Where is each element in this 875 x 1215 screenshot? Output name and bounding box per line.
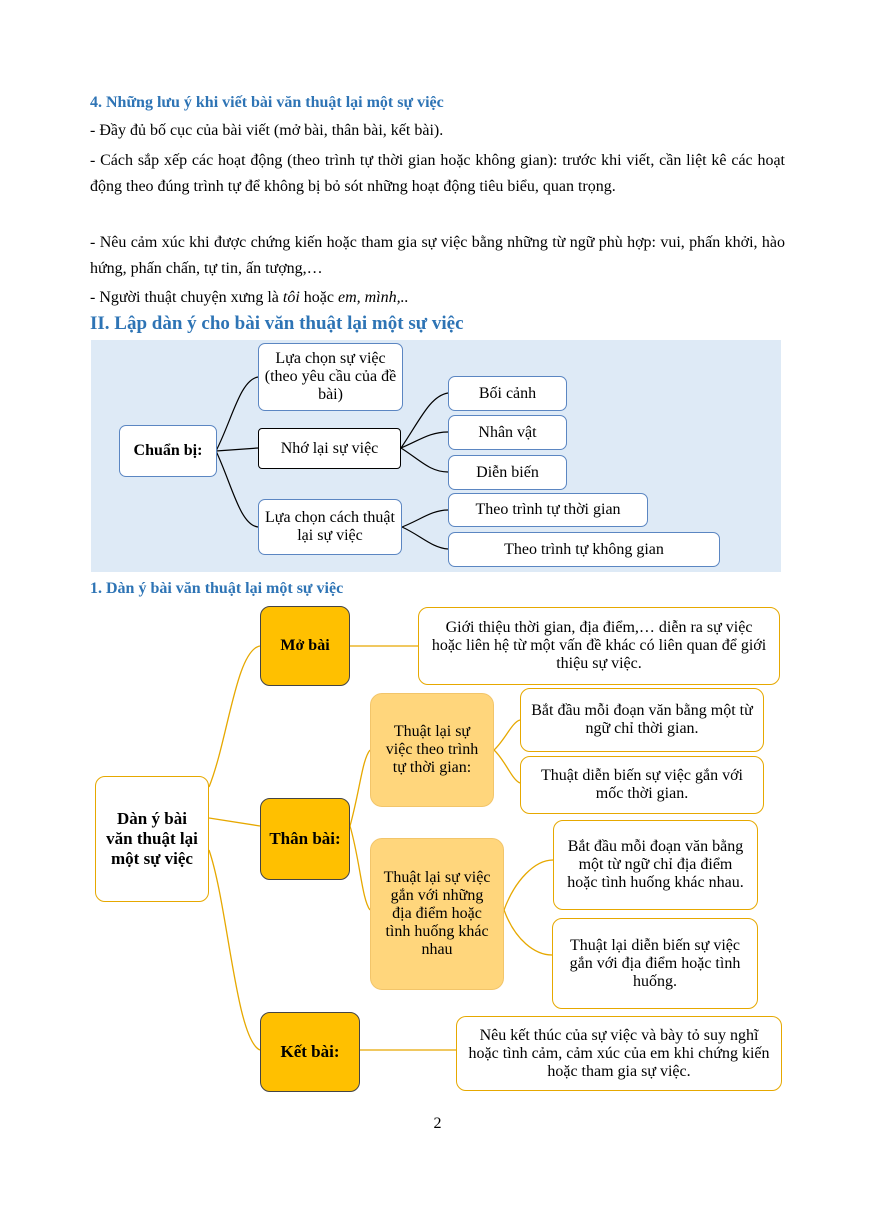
note-line-2: - Cách sắp xếp các hoạt động (theo trình tự thời gian hoặc không gian): trước khi viết, cần liệt kê các hoạt động theo đúng trình tự để không bị bỏ sót những hoạt động tiêu biểu, quan trọng.	[90, 152, 785, 195]
recall-event-box: Nhớ lại sự việc	[258, 428, 401, 469]
choose-method-box: Lựa chọn cách thuật lại sự việc	[258, 499, 402, 555]
page-number: 2	[433, 1115, 442, 1132]
progress-box: Diễn biến	[448, 455, 567, 490]
by-time-box: Theo trình tự thời gian	[448, 493, 648, 527]
outline-root-box: Dàn ý bài văn thuật lại một sự việc	[95, 776, 209, 902]
body-place-detail-1: Bắt đầu mỗi đoạn văn bằng một từ ngữ chỉ địa điểm hoặc tình huống khác nhau.	[553, 820, 758, 910]
note-line-3: - Nêu cảm xúc khi được chứng kiến hoặc tham gia sự việc bằng những từ ngữ phù hợp: vui, phấn khởi, hào hứng, phấn chấn, tự tin, ấn tượng,…	[90, 234, 785, 277]
section-4-heading: 4. Những lưu ý khi viết bài văn thuật lại một sự việc	[90, 94, 444, 111]
by-space-box: Theo trình tự không gian	[448, 532, 720, 567]
choose-event-box: Lựa chọn sự việc (theo yêu cầu của đề bài)	[258, 343, 403, 411]
intro-desc-box: Giới thiệu thời gian, địa điểm,… diễn ra sự việc hoặc liên hệ từ một vấn đề khác có liên quan để giới thiệu sự việc.	[418, 607, 780, 685]
intro-box: Mở bài	[260, 606, 350, 686]
body-place-detail-2: Thuật lại diễn biến sự việc gắn với địa điểm hoặc tình huống.	[552, 918, 758, 1009]
body-time-detail-2: Thuật diễn biến sự việc gắn với mốc thời gian.	[520, 756, 764, 814]
note-line-1: - Đầy đủ bố cục của bài viết (mở bài, thân bài, kết bài).	[90, 122, 444, 139]
body-time-detail-1: Bắt đầu mỗi đoạn văn bằng một từ ngữ chỉ thời gian.	[520, 688, 764, 752]
body-place-box: Thuật lại sự việc gắn với những địa điểm hoặc tình huống khác nhau	[370, 838, 504, 990]
setting-box: Bối cảnh	[448, 376, 567, 411]
character-box: Nhân vật	[448, 415, 567, 450]
note-line-4: - Người thuật chuyện xưng là tôi hoặc em, mình,..	[90, 289, 409, 306]
conclusion-desc-box: Nêu kết thúc của sự việc và bày tỏ suy nghĩ hoặc tình cảm, cảm xúc của em khi chứng kiến hoặc tham gia sự việc.	[456, 1016, 782, 1091]
body-time-box: Thuật lại sự việc theo trình tự thời gian:	[370, 693, 494, 807]
body-box: Thân bài:	[260, 798, 350, 880]
section-II-heading: II. Lập dàn ý cho bài văn thuật lại một sự việc	[90, 313, 464, 334]
outline-heading: 1. Dàn ý bài văn thuật lại một sự việc	[90, 580, 344, 597]
conclusion-box: Kết bài:	[260, 1012, 360, 1092]
root-preparation-box: Chuẩn bị:	[119, 425, 217, 477]
